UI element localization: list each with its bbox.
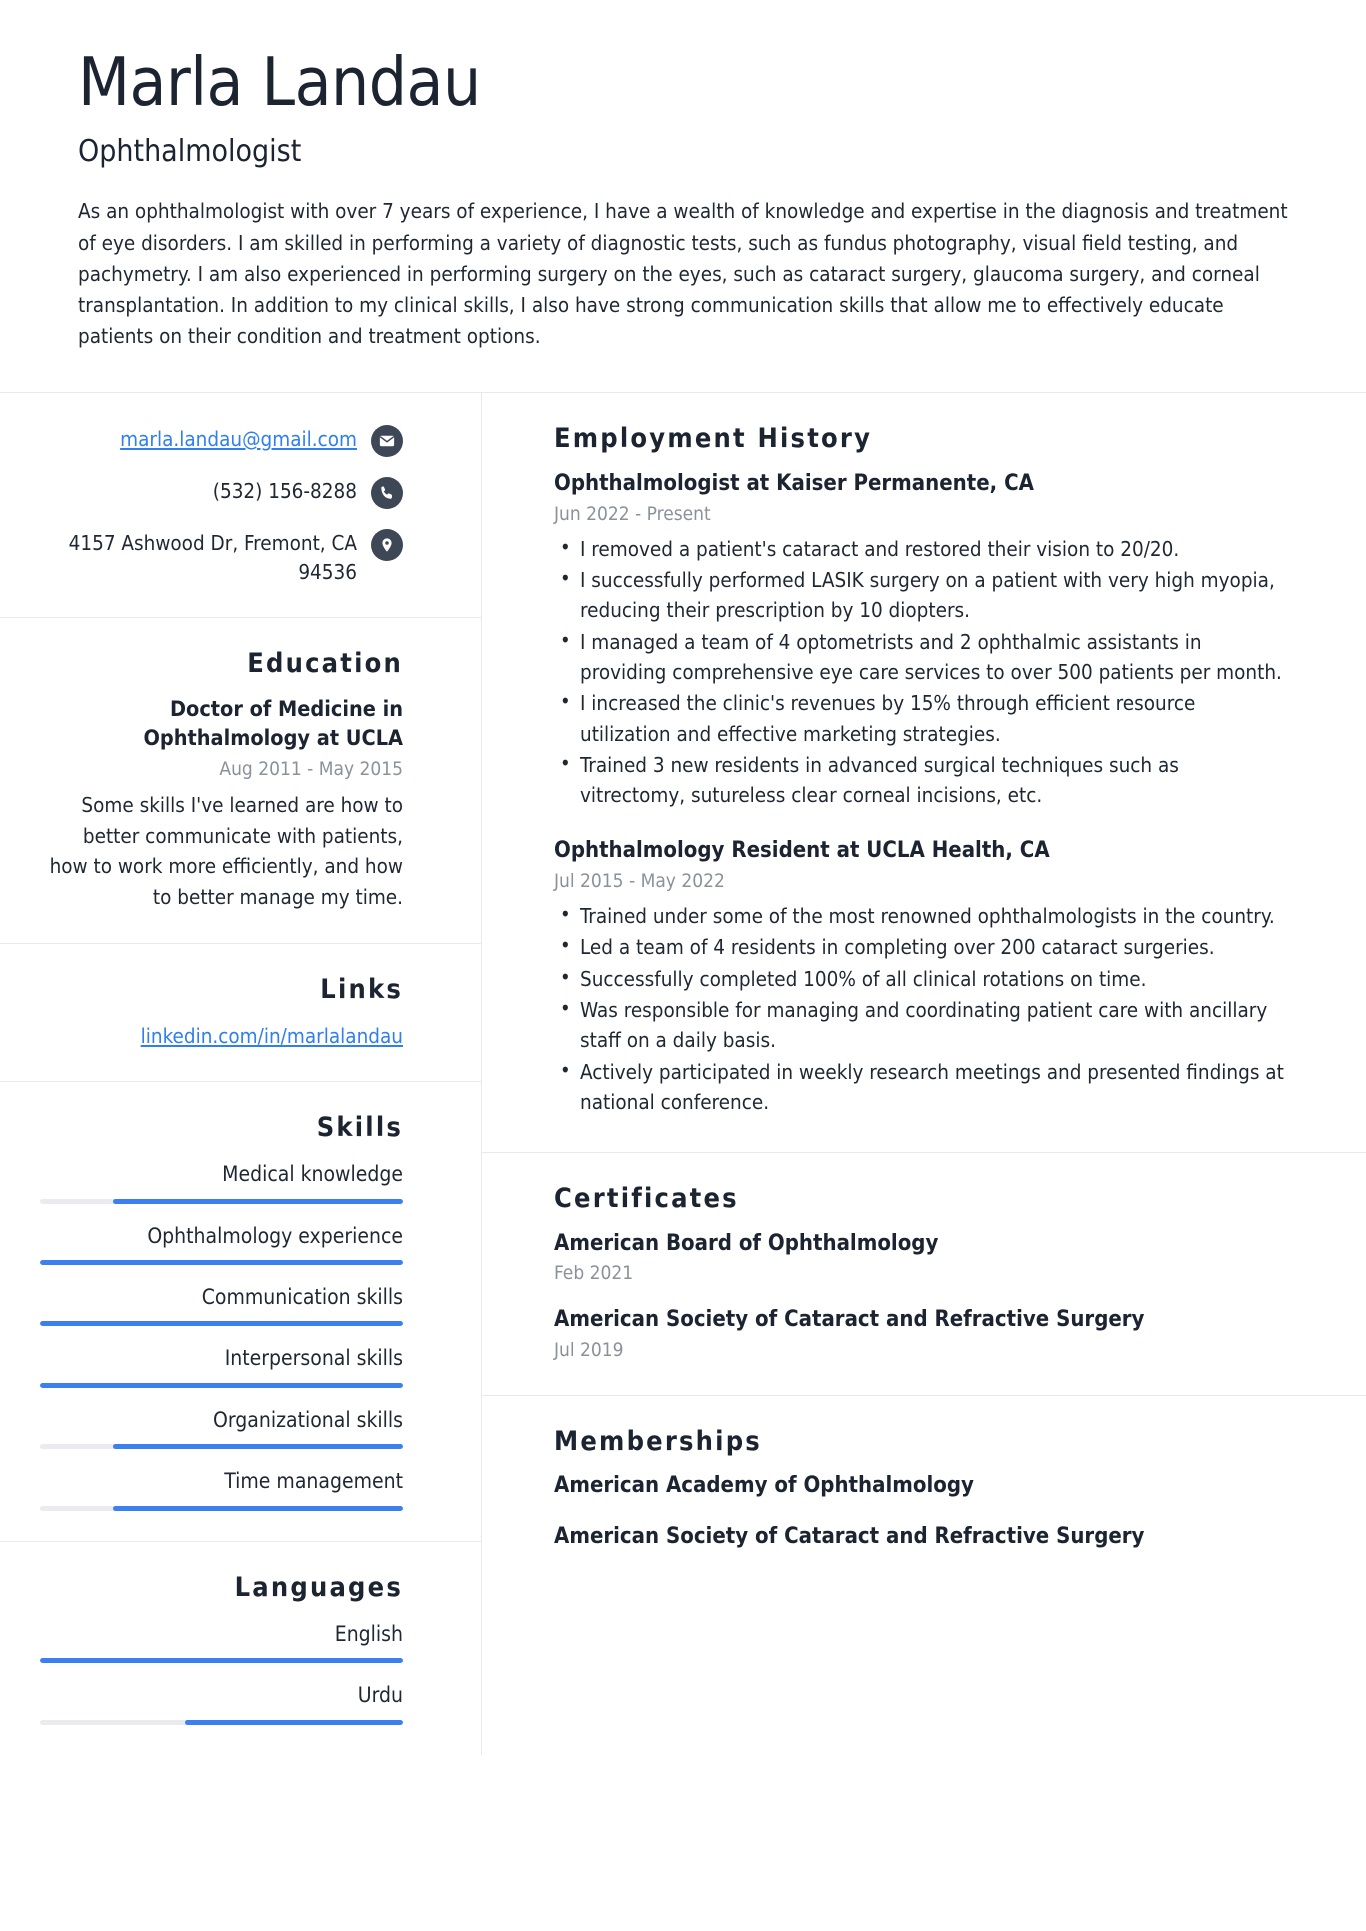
envelope-icon bbox=[371, 425, 403, 457]
education-description: Some skills I've learned are how to better communicate with patients, how to work more efficiently, and how to better manage my time. bbox=[49, 792, 403, 910]
education-date: Aug 2011 - May 2015 bbox=[219, 758, 403, 781]
certificate-title: American Board of Ophthalmology bbox=[554, 1230, 939, 1256]
employment-bullet: • Successfully completed 100% of all clinical rotations on time. bbox=[554, 964, 1288, 994]
skills-section bbox=[0, 1082, 481, 1542]
section-title-education: Education bbox=[247, 647, 403, 679]
location-pin-icon bbox=[371, 529, 403, 561]
language-item bbox=[40, 1620, 403, 1663]
language-item bbox=[40, 1681, 403, 1724]
employment-bullet: • Trained under some of the most renowned ophthalmologists in the country. bbox=[554, 901, 1288, 931]
membership-item: American Academy of Ophthalmology bbox=[554, 1473, 974, 1499]
contact-row-address[interactable] bbox=[40, 527, 403, 586]
skill-level-fill bbox=[113, 1506, 403, 1511]
section-title-employment: Employment History bbox=[554, 423, 873, 455]
employment-bullet: • Trained 3 new residents in advanced surgical techniques such as vitrectomy, sutureless clear corneal incisions, etc. bbox=[554, 750, 1288, 811]
skill-level-track bbox=[40, 1444, 403, 1449]
skill-level-track bbox=[40, 1260, 403, 1265]
skill-item bbox=[40, 1467, 403, 1510]
skill-item bbox=[40, 1160, 403, 1203]
membership-item: American Society of Cataract and Refractive Surgery bbox=[554, 1523, 1145, 1549]
skill-level-track bbox=[40, 1321, 403, 1326]
sidebar-column bbox=[0, 393, 482, 1755]
skill-level-fill bbox=[40, 1383, 403, 1388]
employment-entry bbox=[554, 837, 1288, 1118]
certificates-list bbox=[554, 1230, 1288, 1361]
employment-title: Ophthalmology Resident at UCLA Health, CA bbox=[554, 837, 1050, 863]
phone-icon bbox=[371, 477, 403, 509]
employment-date: Jun 2022 - Present bbox=[554, 503, 711, 526]
skill-level-fill bbox=[40, 1260, 403, 1265]
language-level-track bbox=[40, 1720, 403, 1725]
section-title-languages: Languages bbox=[234, 1571, 403, 1603]
links-section bbox=[0, 944, 481, 1082]
language-level-track bbox=[40, 1658, 403, 1663]
linkedin-link[interactable]: linkedin.com/in/marlalandau bbox=[140, 1024, 403, 1049]
education-section bbox=[0, 618, 481, 944]
skill-label: Organizational skills bbox=[213, 1407, 403, 1432]
phone-value: (532) 156-8288 bbox=[212, 479, 357, 504]
section-title-memberships: Memberships bbox=[554, 1425, 762, 1457]
language-label: Urdu bbox=[357, 1683, 403, 1708]
employment-bullet: • Actively participated in weekly research meetings and presented findings at national conference. bbox=[554, 1057, 1288, 1118]
section-title-skills: Skills bbox=[316, 1111, 403, 1143]
employment-bullet: • I successfully performed LASIK surgery on a patient with very high myopia, reducing their prescription by 10 diopters. bbox=[554, 565, 1288, 626]
education-entry bbox=[40, 696, 403, 913]
skill-item bbox=[40, 1222, 403, 1265]
employment-list bbox=[554, 470, 1288, 1118]
certificate-entry bbox=[554, 1306, 1288, 1361]
language-label: English bbox=[334, 1621, 403, 1646]
education-degree: Doctor of Medicine in Ophthalmology at UCLA bbox=[143, 696, 403, 751]
section-title-links: Links bbox=[320, 973, 403, 1005]
certificate-date: Jul 2019 bbox=[554, 1338, 624, 1361]
employment-bullets bbox=[554, 901, 1288, 1117]
contact-row-phone[interactable] bbox=[40, 475, 403, 509]
skill-level-fill bbox=[113, 1444, 403, 1449]
employment-title: Ophthalmologist at Kaiser Permanente, CA bbox=[554, 470, 1034, 496]
contact-row-email[interactable] bbox=[40, 423, 403, 457]
employment-section bbox=[482, 393, 1366, 1153]
memberships-list bbox=[554, 1472, 1288, 1551]
skill-item bbox=[40, 1344, 403, 1387]
email-link[interactable]: marla.landau@gmail.com bbox=[120, 427, 357, 452]
employment-bullet: • I increased the clinic's revenues by 15% through efficient resource utilization and effective marketing strategies. bbox=[554, 688, 1288, 749]
memberships-section bbox=[482, 1396, 1366, 1586]
language-level-fill bbox=[40, 1658, 403, 1663]
page-title: Marla Landau bbox=[78, 43, 481, 121]
skill-label: Interpersonal skills bbox=[224, 1346, 403, 1371]
skill-level-track bbox=[40, 1199, 403, 1204]
skills-list bbox=[40, 1160, 403, 1510]
certificate-title: American Society of Cataract and Refractive Surgery bbox=[554, 1307, 1145, 1333]
skill-item bbox=[40, 1406, 403, 1449]
skill-label: Communication skills bbox=[201, 1285, 403, 1310]
skill-item bbox=[40, 1283, 403, 1326]
skill-label: Medical knowledge bbox=[222, 1162, 403, 1187]
skill-level-fill bbox=[40, 1321, 403, 1326]
certificate-date: Feb 2021 bbox=[554, 1262, 634, 1285]
skill-label: Time management bbox=[224, 1469, 403, 1494]
contact-section bbox=[0, 393, 481, 617]
resume-header bbox=[0, 0, 1366, 393]
job-title: Ophthalmologist bbox=[78, 134, 302, 170]
skill-level-track bbox=[40, 1506, 403, 1511]
section-title-certificates: Certificates bbox=[554, 1183, 739, 1215]
languages-list bbox=[40, 1620, 403, 1725]
certificate-entry bbox=[554, 1230, 1288, 1285]
language-level-fill bbox=[185, 1720, 403, 1725]
employment-bullet: • Led a team of 4 residents in completing over 200 cataract surgeries. bbox=[554, 932, 1288, 962]
employment-bullets bbox=[554, 534, 1288, 811]
employment-bullet: • I removed a patient's cataract and restored their vision to 20/20. bbox=[554, 534, 1288, 564]
skill-label: Ophthalmology experience bbox=[147, 1223, 403, 1248]
employment-entry bbox=[554, 470, 1288, 811]
certificates-section bbox=[482, 1153, 1366, 1396]
skill-level-fill bbox=[113, 1199, 403, 1204]
employment-bullet: • I managed a team of 4 optometrists and 2 ophthalmic assistants in providing comprehensive eye care services to over 500 patients per month. bbox=[554, 627, 1288, 688]
resume-body bbox=[0, 393, 1366, 1755]
address-value: 4157 Ashwood Dr, Fremont, CA 94536 bbox=[68, 531, 357, 584]
employment-bullet: • Was responsible for managing and coordinating patient care with ancillary staff on a daily basis. bbox=[554, 995, 1288, 1056]
skill-level-track bbox=[40, 1383, 403, 1388]
languages-section bbox=[0, 1542, 481, 1755]
employment-date: Jul 2015 - May 2022 bbox=[554, 870, 725, 893]
main-column bbox=[482, 393, 1366, 1585]
professional-summary: As an ophthalmologist with over 7 years of experience, I have a wealth of knowledge and expertise in the diagnosis and treatment of eye disorders. I am skilled in performing a variety of diagnostic tests, such as fundus photography, visual field testing, and pachymetry. I am also experienced in performing surgery on the eyes, such as cataract surgery, glaucoma surgery, and corneal transplantation. In addition to my clinical skills, I also have strong communication skills that allow me to effectively educate patients on their condition and treatment options. bbox=[78, 199, 1288, 348]
